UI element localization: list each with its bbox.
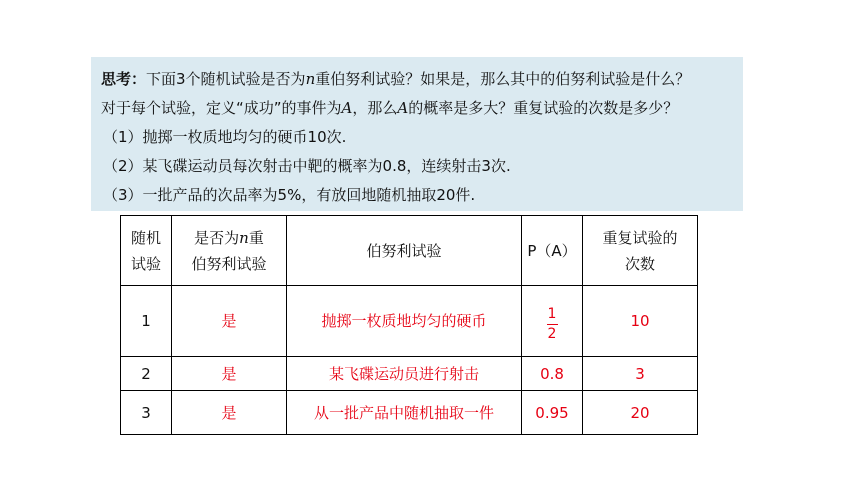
header-is-bernoulli: 是否为n重 伯努利试验: [172, 216, 287, 286]
question-text-2c: 的概率是多大？重复试验的次数是多少？: [408, 99, 679, 117]
question-text-1a: 下面3个随机试验是否为: [146, 70, 306, 88]
fraction-denominator: 2: [547, 325, 557, 342]
cell-trial-id: 1: [121, 286, 172, 357]
question-line-2: [101, 94, 743, 123]
header-probability: P（A）: [522, 216, 583, 286]
fraction-numerator: 1: [547, 305, 557, 322]
question-text-2b: ，那么: [352, 99, 398, 117]
question-text-2a: 对于每个试验，定义“成功”的事件为: [101, 99, 342, 117]
question-item-1: （1）抛掷一枚质地均匀的硬币10次.: [103, 128, 347, 146]
cell-probability: 0.95: [522, 391, 583, 435]
variable-a: A: [341, 99, 353, 117]
header-trial-id: 随机 试验: [121, 216, 172, 286]
question-item-3: （3）一批产品的次品率为5%，有放回地随机抽取20件.: [103, 186, 476, 204]
cell-is-bernoulli: 是: [172, 391, 287, 435]
cell-bernoulli-trial: 某飞碟运动员进行射击: [287, 357, 522, 391]
cell-bernoulli-trial: 抛掷一枚质地均匀的硬币: [287, 286, 522, 357]
table-row: [121, 286, 698, 357]
cell-probability: [522, 286, 583, 357]
cell-bernoulli-trial: 从一批产品中随机抽取一件: [287, 391, 522, 435]
question-item-2: （2）某飞碟运动员每次射击中靶的概率为0.8，连续射击3次.: [103, 157, 511, 175]
header-bernoulli-trial: 伯努利试验: [287, 216, 522, 286]
cell-trial-id: 3: [121, 391, 172, 435]
cell-repeat-count: 3: [583, 357, 698, 391]
cell-trial-id: 2: [121, 357, 172, 391]
variable-a: A: [397, 99, 409, 117]
cell-repeat-count: 20: [583, 391, 698, 435]
fraction-bar: [547, 324, 558, 325]
question-label: 思考：: [101, 70, 147, 88]
cell-is-bernoulli: 是: [172, 286, 287, 357]
table-row: [121, 357, 698, 391]
cell-probability: 0.8: [522, 357, 583, 391]
question-line-1: [101, 65, 743, 94]
header-repeat-count: 重复试验的 次数: [583, 216, 698, 286]
fraction: [547, 306, 558, 343]
question-box: [91, 57, 743, 211]
variable-n: n: [305, 70, 316, 88]
table-header-row: [121, 216, 698, 286]
table-row: [121, 391, 698, 435]
trials-table: [120, 215, 698, 435]
question-text-1b: 重伯努利试验？如果是，那么其中的伯努利试验是什么？: [315, 70, 691, 88]
cell-is-bernoulli: 是: [172, 357, 287, 391]
cell-repeat-count: 10: [583, 286, 698, 357]
